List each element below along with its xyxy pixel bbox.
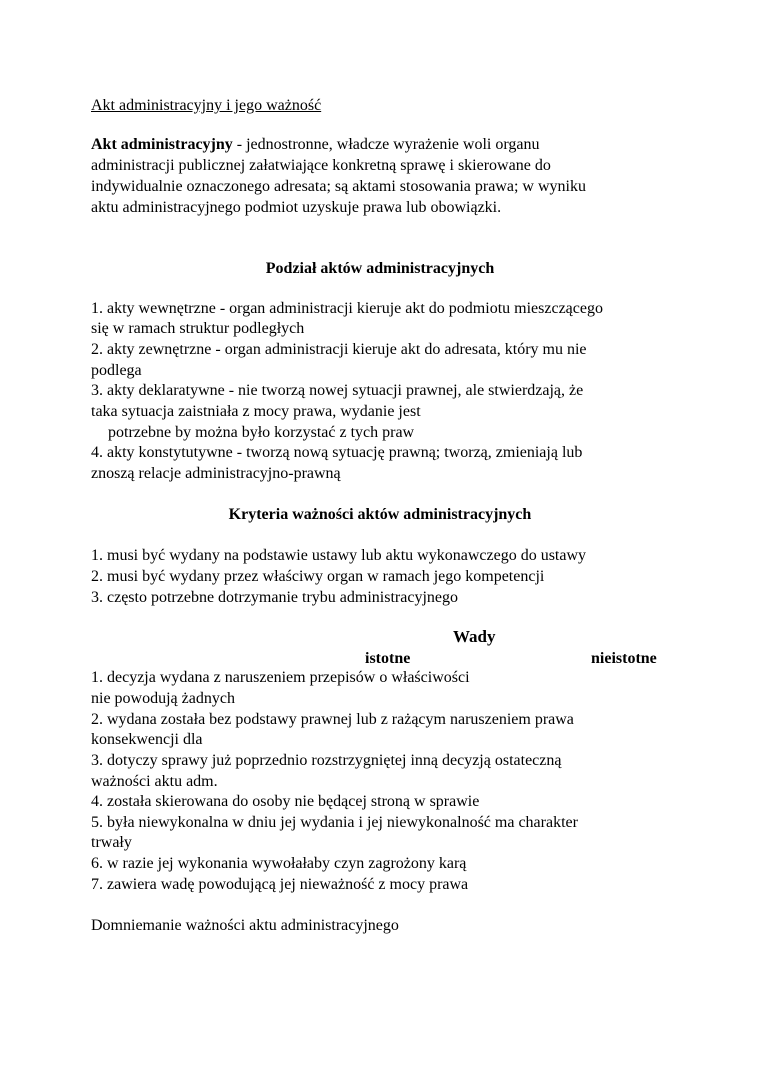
section3-line: 6. w razie jej wykonania wywołałaby czyn zagrożony karą: [91, 855, 467, 872]
section-heading-podzial: Podział aktów administracyjnych: [265, 260, 495, 277]
closing-line: Domniemanie ważności aktu administracyjnego: [91, 917, 399, 934]
section3-line: nie powodują żadnych: [91, 690, 235, 707]
section3-line: ważności aktu adm.: [91, 773, 218, 790]
section1-line: znoszą relacje administracyjno-prawną: [91, 465, 341, 482]
definition-line-1: [91, 135, 539, 155]
section3-line: konsekwencji dla: [91, 731, 203, 748]
definition-line-2: administracji publicznej załatwiające konkretną sprawę i skierowane do: [91, 157, 551, 174]
section1-line: podlega: [91, 362, 142, 379]
section1-line: 4. akty konstytutywne - tworzą nową sytuację prawną; tworzą, zmieniają lub: [91, 444, 583, 461]
section1-line: 1. akty wewnętrzne - organ administracji kieruje akt do podmiotu mieszczącego: [91, 300, 603, 317]
column-label-istotne: istotne: [365, 650, 411, 667]
section2-line: 3. często potrzebne dotrzymanie trybu administracyjnego: [91, 589, 458, 606]
section3-line: trwały: [91, 834, 132, 851]
section2-line: 1. musi być wydany na podstawie ustawy lub aktu wykonawczego do ustawy: [91, 547, 587, 564]
section3-line: 3. dotyczy sprawy już poprzednio rozstrzygniętej inną decyzją ostateczną: [91, 752, 562, 769]
section-heading-wady: Wady: [453, 627, 496, 646]
definition-line-3: indywidualnie oznaczonego adresata; są aktami stosowania prawa; w wyniku: [91, 178, 586, 195]
section3-line: 5. była niewykonalna w dniu jej wydania i jej niewykonalność ma charakter: [91, 814, 578, 831]
section1-line: 3. akty deklaratywne - nie tworzą nowej sytuacji prawnej, ale stwierdzają, że: [91, 382, 584, 399]
definition-line-1-rest: - jednostronne, władcze wyrażenie woli organu: [232, 136, 540, 153]
section1-line: 2. akty zewnętrzne - organ administracji kieruje akt do adresata, który mu nie: [91, 341, 587, 358]
column-label-nieistotne: nieistotne: [591, 650, 657, 667]
section3-line: 4. została skierowana do osoby nie będącej stroną w sprawie: [91, 793, 480, 810]
document-title: Akt administracyjny i jego ważność: [91, 97, 322, 114]
definition-term: Akt administracyjny: [91, 136, 233, 153]
section1-line: się w ramach struktur podległych: [91, 320, 305, 337]
section1-line: potrzebne by można było korzystać z tych praw: [108, 424, 415, 441]
definition-line-4: aktu administracyjnego podmiot uzyskuje prawa lub obowiązki.: [91, 199, 502, 216]
section3-line: 7. zawiera wadę powodującą jej nieważność z mocy prawa: [91, 876, 469, 893]
section3-line: 2. wydana została bez podstawy prawnej lub z rażącym naruszeniem prawa: [91, 711, 574, 728]
section2-line: 2. musi być wydany przez właściwy organ w ramach jego kompetencji: [91, 568, 545, 585]
section1-line: taka sytuacja zaistniała z mocy prawa, wydanie jest: [91, 403, 421, 420]
section3-line: 1. decyzja wydana z naruszeniem przepisów o właściwości: [91, 669, 470, 686]
section-heading-kryteria: Kryteria ważności aktów administracyjnych: [228, 506, 532, 523]
